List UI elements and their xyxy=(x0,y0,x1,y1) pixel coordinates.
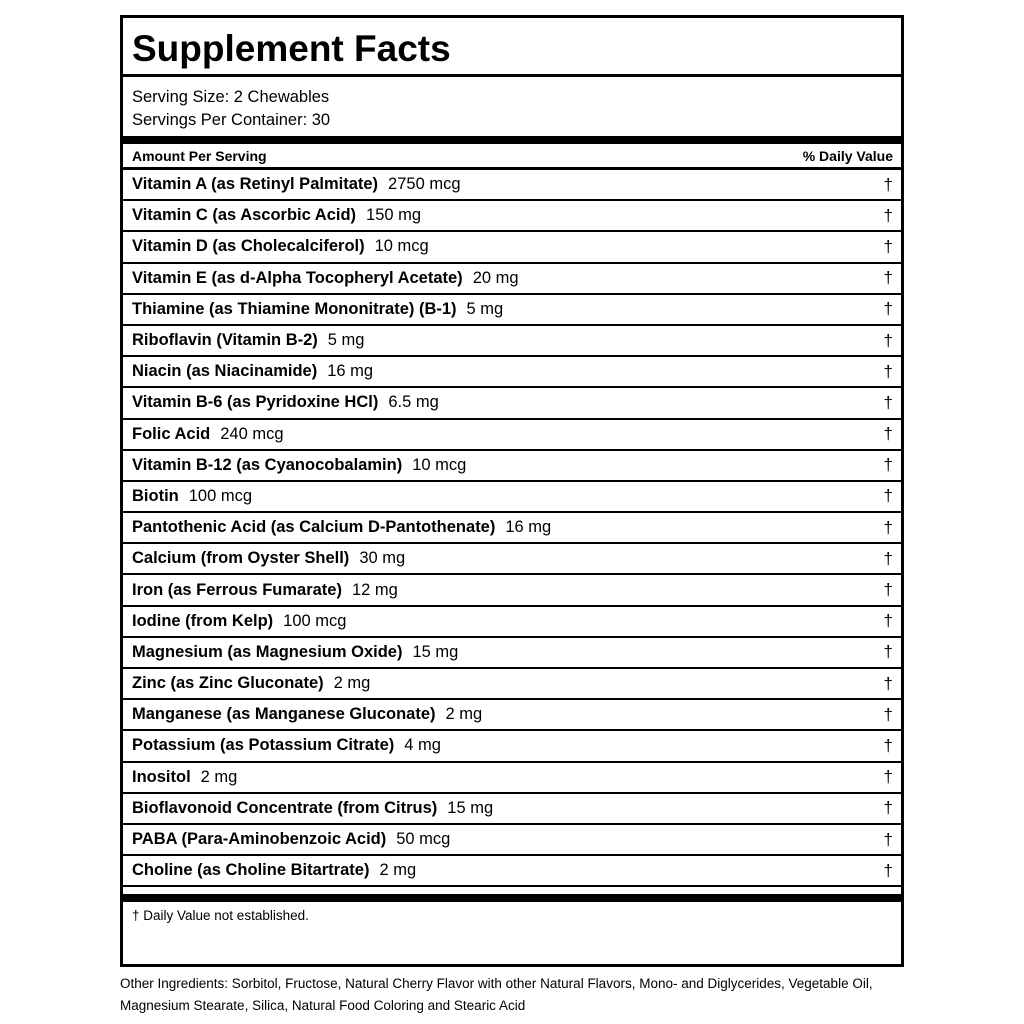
nutrient-amount: 240 mcg xyxy=(220,424,284,443)
dagger-mark: † xyxy=(883,517,893,537)
nutrient-row xyxy=(123,825,901,856)
dagger-mark: † xyxy=(883,829,893,849)
nutrient-row xyxy=(123,420,901,451)
nutrient-row xyxy=(123,669,901,700)
nutrient-label xyxy=(132,674,370,693)
nutrient-amount: 4 mg xyxy=(404,736,441,755)
nutrient-amount: 20 mg xyxy=(472,268,519,287)
nutrient-amount: 100 mcg xyxy=(283,611,347,630)
nutrient-name: Magnesium (as Magnesium Oxide) xyxy=(132,642,403,661)
dagger-mark: † xyxy=(883,236,893,256)
nutrient-label xyxy=(132,456,466,475)
nutrient-amount: 15 mg xyxy=(447,798,494,817)
spacer xyxy=(123,887,901,894)
nutrient-label xyxy=(132,393,439,412)
dagger-mark: † xyxy=(883,611,893,631)
nutrient-amount: 50 mcg xyxy=(396,830,451,849)
panel-title: Supplement Facts xyxy=(123,18,901,77)
supplement-facts-panel xyxy=(120,15,904,967)
nutrient-label xyxy=(132,425,284,444)
nutrient-amount: 12 mg xyxy=(351,580,398,599)
dagger-mark: † xyxy=(883,455,893,475)
dagger-mark: † xyxy=(883,798,893,818)
nutrient-label xyxy=(132,206,421,225)
dagger-mark: † xyxy=(883,330,893,350)
nutrient-name: Vitamin B-12 (as Cyanocobalamin) xyxy=(132,455,403,474)
nutrient-amount: 10 mcg xyxy=(374,237,429,256)
nutrient-row xyxy=(123,731,901,762)
footnote: † Daily Value not established. xyxy=(132,908,309,924)
dagger-mark: † xyxy=(883,767,893,787)
nutrient-row xyxy=(123,388,901,419)
nutrient-name: Iodine (from Kelp) xyxy=(132,611,274,630)
nutrient-name: Vitamin D (as Cholecalciferol) xyxy=(132,237,365,256)
nutrient-amount: 5 mg xyxy=(327,331,365,350)
nutrient-amount: 16 mg xyxy=(505,518,552,537)
dagger-mark: † xyxy=(883,704,893,724)
nutrient-label xyxy=(132,612,346,631)
thick-divider xyxy=(123,136,901,144)
nutrient-amount: 5 mg xyxy=(466,299,504,318)
nutrient-row xyxy=(123,232,901,263)
nutrient-row xyxy=(123,482,901,513)
nutrient-row xyxy=(123,544,901,575)
dagger-mark: † xyxy=(883,205,893,225)
dagger-mark: † xyxy=(883,642,893,662)
amount-per-serving-header: Amount Per Serving xyxy=(132,147,267,164)
column-header xyxy=(123,144,901,170)
nutrient-label xyxy=(132,362,373,381)
nutrient-label xyxy=(132,237,429,256)
dagger-mark: † xyxy=(883,299,893,319)
nutrient-name: Pantothenic Acid (as Calcium D-Pantothenate) xyxy=(132,518,496,537)
nutrient-list xyxy=(123,170,901,887)
nutrient-amount: 30 mg xyxy=(359,549,406,568)
nutrient-row xyxy=(123,326,901,357)
dagger-mark: † xyxy=(883,548,893,568)
nutrient-name: Bioflavonoid Concentrate (from Citrus) xyxy=(132,798,438,817)
nutrient-name: Calcium (from Oyster Shell) xyxy=(132,549,350,568)
nutrient-label xyxy=(132,768,237,787)
dagger-mark: † xyxy=(883,174,893,194)
nutrient-amount: 2 mg xyxy=(200,767,238,786)
nutrient-amount: 2750 mcg xyxy=(388,175,461,194)
nutrient-amount: 16 mg xyxy=(327,362,374,381)
nutrient-label xyxy=(132,643,458,662)
nutrient-row xyxy=(123,264,901,295)
nutrient-name: Potassium (as Potassium Citrate) xyxy=(132,736,395,755)
nutrient-row xyxy=(123,763,901,794)
servings-per-container: Servings Per Container: 30 xyxy=(132,111,331,129)
dagger-mark: † xyxy=(883,361,893,381)
nutrient-name: Riboflavin (Vitamin B-2) xyxy=(132,331,318,350)
nutrient-amount: 100 mcg xyxy=(188,486,253,505)
nutrient-name: Zinc (as Zinc Gluconate) xyxy=(132,674,324,693)
nutrient-name: Choline (as Choline Bitartrate) xyxy=(132,861,370,880)
serving-info xyxy=(123,77,901,136)
nutrient-row xyxy=(123,201,901,232)
nutrient-amount: 15 mg xyxy=(412,642,459,661)
nutrient-name: Biotin xyxy=(132,486,179,505)
nutrient-name: Iron (as Ferrous Fumarate) xyxy=(132,580,342,599)
nutrient-name: Niacin (as Niacinamide) xyxy=(132,362,318,381)
nutrient-amount: 10 mcg xyxy=(412,455,467,474)
nutrient-amount: 6.5 mg xyxy=(388,393,439,412)
nutrient-label xyxy=(132,269,519,288)
nutrient-row xyxy=(123,170,901,201)
nutrient-amount: 2 mg xyxy=(333,674,371,693)
dagger-mark: † xyxy=(883,392,893,412)
nutrient-label xyxy=(132,175,461,194)
nutrient-label xyxy=(132,300,503,319)
dagger-mark: † xyxy=(883,673,893,693)
nutrient-row xyxy=(123,607,901,638)
nutrient-row xyxy=(123,575,901,606)
nutrient-row xyxy=(123,794,901,825)
nutrient-row xyxy=(123,700,901,731)
dagger-mark: † xyxy=(883,580,893,600)
nutrient-label xyxy=(132,830,450,849)
nutrient-name: Vitamin B-6 (as Pyridoxine HCl) xyxy=(132,393,379,412)
nutrient-row xyxy=(123,638,901,669)
serving-size: Serving Size: 2 Chewables xyxy=(132,88,330,106)
dagger-mark: † xyxy=(883,268,893,288)
nutrient-name: Thiamine (as Thiamine Mononitrate) (B-1) xyxy=(132,299,457,318)
dagger-mark: † xyxy=(883,424,893,444)
nutrient-amount: 2 mg xyxy=(379,861,417,880)
nutrient-name: Folic Acid xyxy=(132,424,211,443)
nutrient-row xyxy=(123,856,901,887)
dagger-mark: † xyxy=(883,860,893,880)
nutrient-label xyxy=(132,705,482,724)
nutrient-label xyxy=(132,581,398,600)
thick-divider-bottom xyxy=(123,894,901,902)
nutrient-row xyxy=(123,451,901,482)
nutrient-row xyxy=(123,295,901,326)
nutrient-name: Vitamin E (as d-Alpha Tocopheryl Acetate) xyxy=(132,268,463,287)
nutrient-label xyxy=(132,861,416,880)
nutrient-label xyxy=(132,799,493,818)
nutrient-label xyxy=(132,736,441,755)
nutrient-label xyxy=(132,518,551,537)
nutrient-name: Inositol xyxy=(132,767,191,786)
other-ingredients: Other Ingredients: Sorbitol, Fructose, Natural Cherry Flavor with other Natural Flavors, Mono- and Diglycerides, Vegetable Oil, Magnesium Stearate, Silica, Natural Food Coloring and Stearic Acid xyxy=(120,976,873,1013)
dagger-mark: † xyxy=(883,486,893,506)
nutrient-label xyxy=(132,487,252,506)
nutrient-label xyxy=(132,549,405,568)
nutrient-row xyxy=(123,357,901,388)
dagger-mark: † xyxy=(883,735,893,755)
nutrient-label xyxy=(132,331,364,350)
nutrient-name: PABA (Para-Aminobenzoic Acid) xyxy=(132,830,387,849)
daily-value-header: % Daily Value xyxy=(802,147,893,164)
nutrient-name: Vitamin C (as Ascorbic Acid) xyxy=(132,206,357,225)
nutrient-amount: 150 mg xyxy=(366,206,422,225)
nutrient-name: Vitamin A (as Retinyl Palmitate) xyxy=(132,175,379,194)
nutrient-row xyxy=(123,513,901,544)
nutrient-name: Manganese (as Manganese Gluconate) xyxy=(132,705,436,724)
nutrient-amount: 2 mg xyxy=(445,705,483,724)
